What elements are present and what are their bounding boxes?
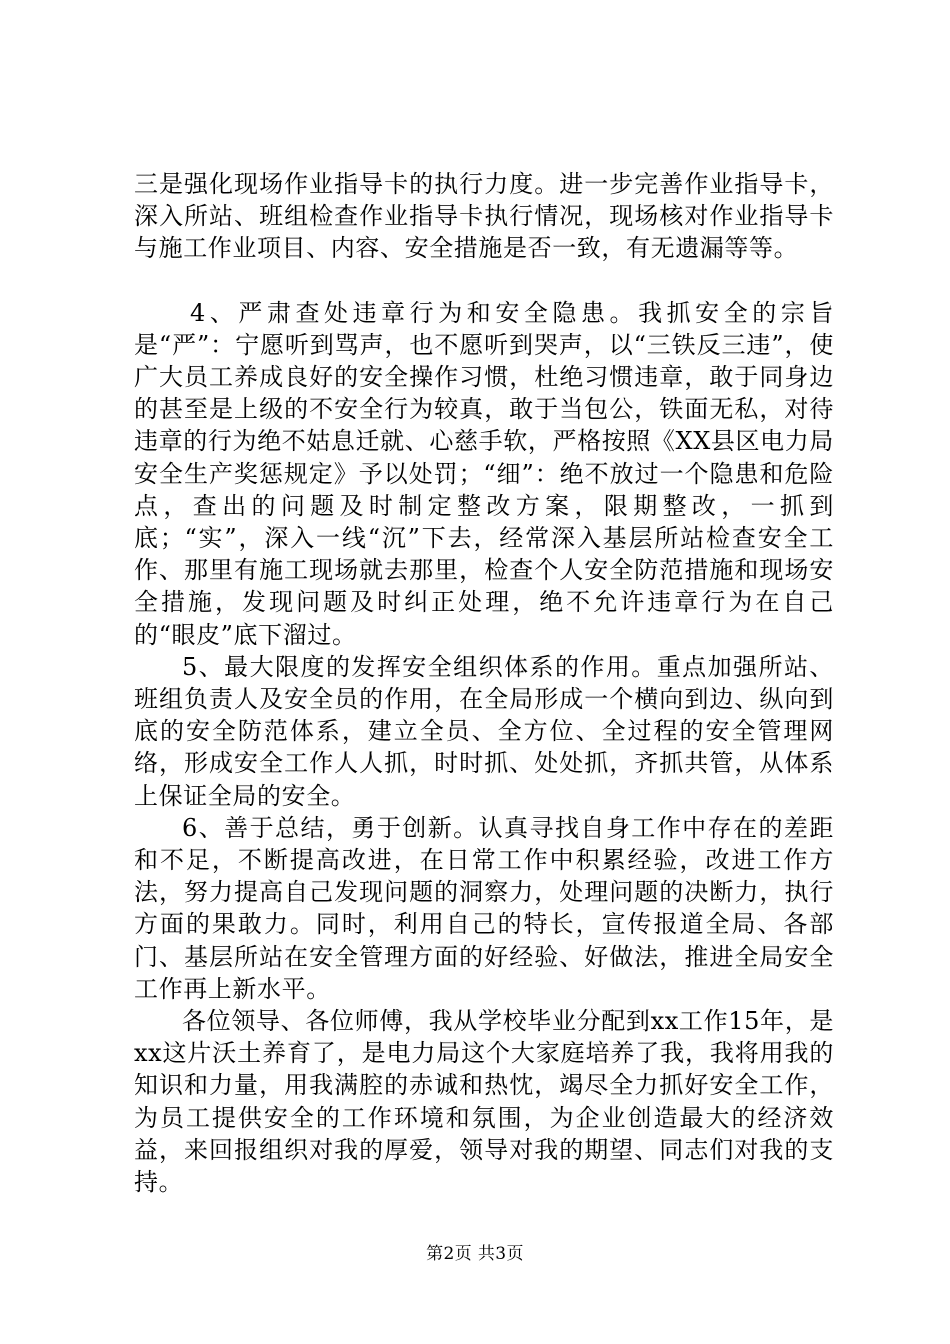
document-body (134, 168, 834, 1198)
page-number-footer: 第2页 共3页 (426, 1244, 524, 1264)
paragraph-violations: 4、严肃查处违章行为和安全隐患。我抓安全的宗旨是“严”：宁愿听到骂声，也不愿听到哭声，以“三铁反三违”，使广大员工养成良好的安全操作习惯，杜绝习惯违章，敢于同身边的甚至是上级的不安全行为较真，敢于当包公，铁面无私，对待违章的行为绝不姑息迁就、心慈手软，严格按照《XX县区电力局安全生产奖惩规定》予以处罚；“细”：绝不放过一个隐患和危险点，查出的问题及时制定整改方案，限期整改，一抓到底；“实”，深入一线“沉”下去，经常深入基层所站检查安全工作、那里有施工现场就去那里，检查个人安全防范措施和现场安全措施，发现问题及时纠正处理，绝不允许违章行为在自己的“眼皮”底下溜过。 (134, 298, 834, 649)
paragraph-guidance-card: 三是强化现场作业指导卡的执行力度。进一步完善作业指导卡，深入所站、班组检查作业指导卡执行情况，现场核对作业指导卡与施工作业项目、内容、安全措施是否一致，有无遗漏等等。 (134, 170, 834, 263)
paragraph-safety-organization: 5、最大限度的发挥安全组织体系的作用。重点加强所站、班组负责人及安全员的作用，在全局形成一个横向到边、纵向到底的安全防范体系，建立全员、全方位、全过程的安全管理网络，形成安全工作人人抓，时时抓、处处抓，齐抓共管，从体系上保证全局的安全。 (134, 652, 834, 810)
paragraph-innovation: 6、善于总结，勇于创新。认真寻找自身工作中存在的差距和不足，不断提高改进，在日常工作中积累经验，改进工作方法，努力提高自己发现问题的洞察力，处理问题的决断力，执行方面的果敢力。同时，利用自己的特长，宣传报道全局、各部门、基层所站在安全管理方面的好经验、好做法，推进全局安全工作再上新水平。 (134, 813, 834, 1003)
paragraph-closing: 各位领导、各位师傅，我从学校毕业分配到xx工作15年，是xx这片沃土养育了，是电力局这个大家庭培养了我，我将用我的知识和力量，用我满腔的赤诚和热忱，竭尽全力抓好安全工作，为员工提供安全的工作环境和氛围，为企业创造最大的经济效益，来回报组织对我的厚爱，领导对我的期望、同志们对我的支持。 (134, 1007, 834, 1197)
